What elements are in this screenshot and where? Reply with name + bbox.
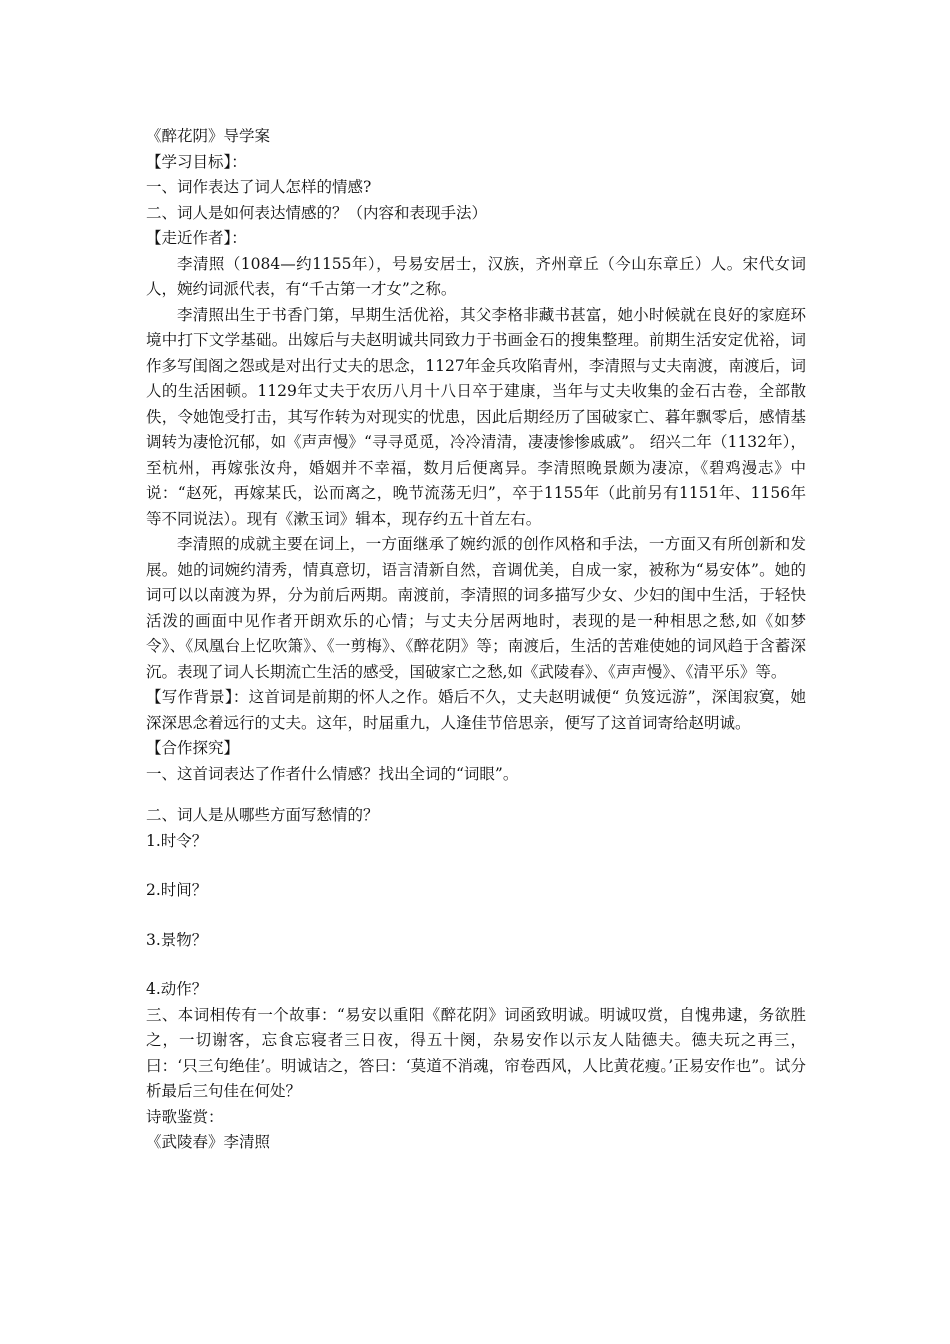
- goal-2: 二、词人是如何表达情感的？（内容和表现手法）: [146, 203, 488, 222]
- author-heading: 【走近作者】：: [146, 229, 247, 247]
- author-paragraph-1: 李清照（1084—约1155年），号易安居士，汉族，齐州章丘（今山东章丘）人。宋代女词人，婉约词派代表，有“千古第一才女”之称。: [146, 254, 806, 298]
- question-2-item-1: 1.时令？: [146, 831, 208, 850]
- question-3: 三、本词相传有一个故事：“易安以重阳《醉花阴》词函致明诚。明诚叹赏，自愧弗逮，务欲胜之，一切谢客，忘食忘寝者三日夜，得五十阕，杂易安作以示友人陆德夫。德夫玩之再三，曰：‘只三句绝佳’。明诚诘之，答曰：‘莫道不消魂，帘卷西风，人比黄花瘦。’正易安作也”。试分析最后三句佳在何处？: [146, 1005, 806, 1100]
- poem-title: 《武陵春》李清照: [146, 1133, 271, 1151]
- answer-space: [146, 787, 806, 803]
- question-2-item-3: 3.景物？: [146, 930, 208, 949]
- question-2-item-2: 2.时间？: [146, 881, 208, 899]
- question-1: 一、这首词表达了作者什么情感？找出全词的“词眼”。: [146, 764, 519, 783]
- explore-heading: 【合作探究】: [146, 739, 240, 757]
- writing-background: 【写作背景】：这首词是前期的怀人之作。婚后不久，丈夫赵明诚便“ 负笈远游”，深闺寂寞，她深深思念着远行的丈夫。这年，时届重九，人逢佳节倍思亲，便写了这首词寄给赵明诚。: [146, 688, 806, 732]
- author-paragraph-3: 李清照的成就主要在词上，一方面继承了婉约派的创作风格和手法，一方面又有所创新和发展。她的词婉约清秀，情真意切，语言清新自然，音调优美，自成一家，被称为“易安体”。她的词可以以南渡为界，分为前后两期。南渡前，李清照的词多描写少女、少妇的闺中生活，于轻快活泼的画面中见作者开朗欢乐的心情；与丈夫分居两地时，表现的是一种相思之愁,如《如梦令》、《凤凰台上忆吹箫》、《一剪梅》、《醉花阴》等；南渡后，生活的苦难使她的词风趋于含蓄深沉。表现了词人长期流亡生活的感受，国破家亡之愁,如《武陵春》、《声声慢》、《清平乐》等。: [146, 535, 806, 681]
- question-2-item-4: 4.动作？: [146, 980, 208, 998]
- poem-heading: 诗歌鉴赏：: [146, 1107, 224, 1126]
- goals-heading: 【学习目标】：: [146, 152, 247, 171]
- goal-1: 一、词作表达了词人怎样的情感?: [146, 178, 372, 196]
- author-paragraph-2: 李清照出生于书香门第，早期生活优裕，其父李格非藏书甚富，她小时候就在良好的家庭环境中打下文学基础。出嫁后与夫赵明诚共同致力于书画金石的搜集整理。前期生活安定优裕，词作多写闺阁之怨或是对出行丈夫的思念，1127年金兵攻陷青州，李清照与丈夫南渡，南渡后，词人的生活困顿。1129年丈夫于农历八月十八日卒于建康，当年与丈夫收集的金石古卷，全部散佚，令她饱受打击，其写作转为对现实的忧患，因此后期经历了国破家亡、暮年飘零后，感情基调转为凄怆沉郁，如《声声慢》“寻寻觅觅，冷冷清清，凄凄惨惨戚戚”。 绍兴二年（1132年），至杭州，再嫁张汝舟，婚姻并不幸福，数月后便离异。李清照晚景颇为凄凉，《碧鸡漫志》中说：“赵死，再嫁某氏，讼而离之，晚节流荡无归”，卒于1155年（此前另有1151年、1156年等不同说法）。现有《漱玉词》辑本，现存约五十首左右。: [146, 305, 806, 528]
- answer-space: [146, 953, 806, 977]
- question-2: 二、词人是从哪些方面写愁情的？: [146, 806, 379, 824]
- answer-space: [146, 854, 806, 878]
- doc-title: 《醉花阴》导学案: [146, 127, 271, 145]
- document-page: [146, 124, 806, 1156]
- answer-space: [146, 904, 806, 928]
